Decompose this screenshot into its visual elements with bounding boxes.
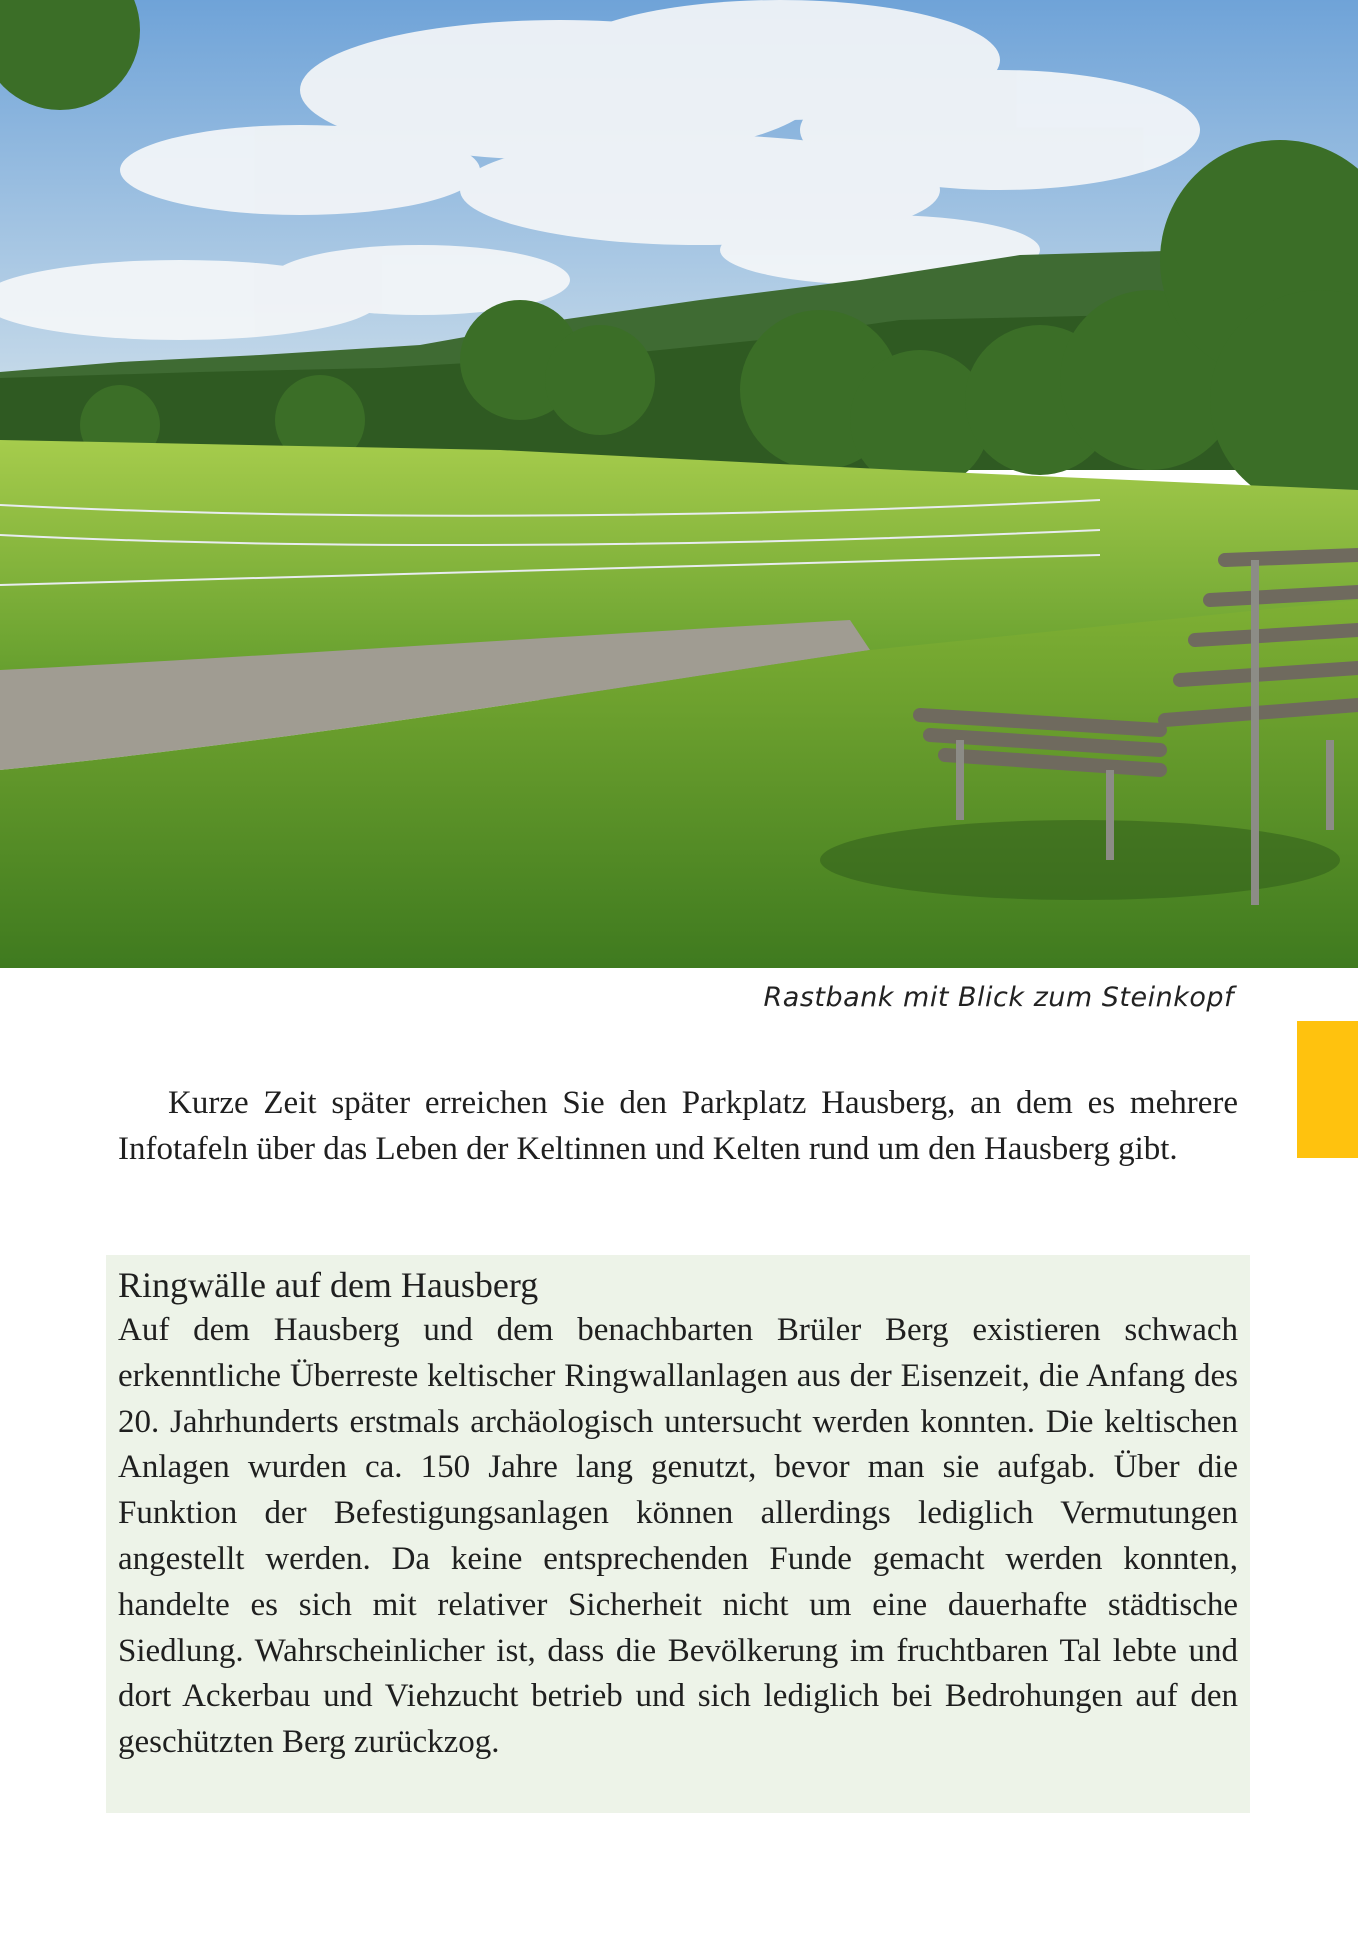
landscape-photo-icon [0,0,1358,968]
info-box-body: Auf dem Hausberg und dem benachbarten Brüler Berg existieren schwach erkenntliche Überreste keltischer Ringwallanlagen aus der Eisenzeit, die Anfang des 20. Jahrhunderts erstmals archäologisch untersucht werden konnten. Die keltischen Anlagen wurden ca. 150 Jahre lang genutzt, bevor man sie aufgab. Über die Funktion der Befestigungsanlagen können allerdings lediglich Vermutungen angestellt werden. Da keine entsprechenden Funde gemacht werden konnten, handelte es sich mit relativer Sicherheit nicht um eine dauerhafte städtische Siedlung. Wahrscheinlicher ist, dass die Bevölkerung im fruchtbaren Tal lebte und dort Ackerbau und Viehzucht betrieb und sich lediglich bei Bedrohungen auf den geschützten Berg zurückzog. [118,1312,1238,1761]
intro-paragraph: Kurze Zeit später erreichen Sie den Parkplatz Hausberg, an dem es mehrere Infotafeln über das Leben der Keltinnen und Kelten rund um den Hausberg gibt. [118,1085,1238,1167]
chapter-thumb-tab [1297,1021,1358,1158]
landscape-photo [0,0,1358,968]
info-box [106,1255,1250,1813]
info-box-title: Ringwälle auf dem Hausberg [118,1265,539,1305]
photo-caption: Rastbank mit Blick zum Steinkopf [763,982,1234,1013]
